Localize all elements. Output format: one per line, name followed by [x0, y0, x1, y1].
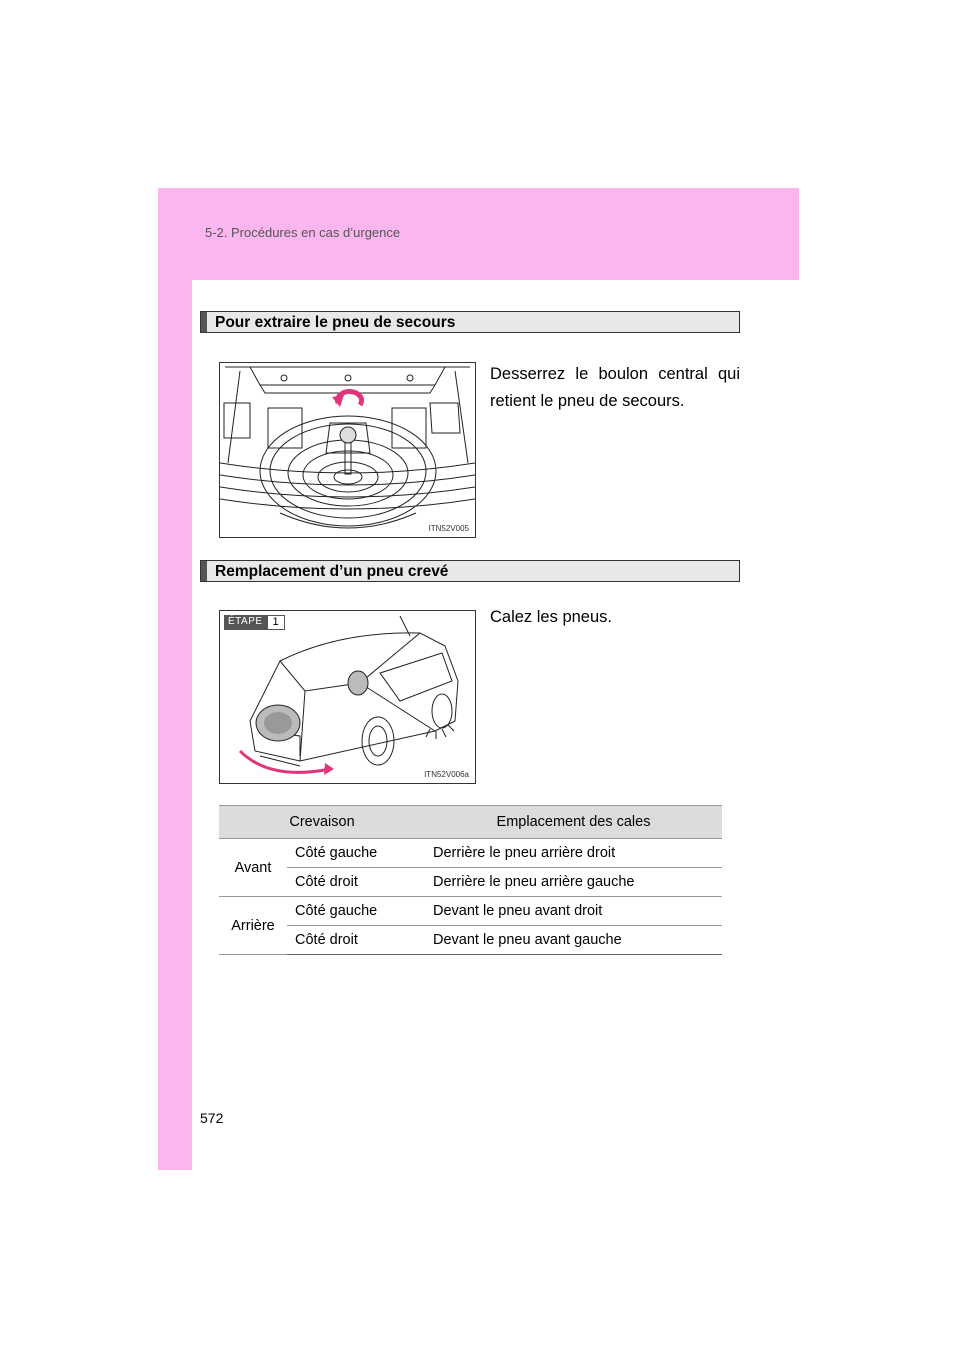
group-arriere: Arrière [219, 897, 287, 955]
cell-location: Derrière le pneu arrière gauche [425, 868, 722, 897]
heading-replace-tire [200, 560, 740, 582]
chock-location-table [219, 805, 722, 955]
header-emplacement: Emplacement des cales [425, 806, 722, 839]
step-label: ÉTAPE [224, 615, 267, 630]
cell-side: Côté droit [287, 926, 425, 955]
figure-code-1: ITN52V005 [428, 524, 469, 533]
cell-location: Devant le pneu avant droit [425, 897, 722, 926]
heading-extract-spare-text: Pour extraire le pneu de secours [215, 314, 456, 331]
table-row [219, 897, 722, 926]
side-band [158, 188, 192, 1170]
cell-location: Devant le pneu avant gauche [425, 926, 722, 955]
spare-tire-illustration [219, 362, 476, 538]
instruction-loosen-bolt: Desserrez le boulon central qui retient le pneu de secours. [490, 365, 740, 410]
table-row [219, 868, 722, 897]
cell-location: Derrière le pneu arrière droit [425, 839, 722, 868]
cell-side: Côté gauche [287, 839, 425, 868]
cell-side: Côté gauche [287, 897, 425, 926]
figure-code-2: ITN52V006a [424, 770, 469, 779]
step-badge [224, 615, 285, 630]
page-number: 572 [200, 1110, 224, 1126]
table-row [219, 839, 722, 868]
table-row [219, 926, 722, 955]
group-avant: Avant [219, 839, 287, 897]
cell-side: Côté droit [287, 868, 425, 897]
heading-replace-tire-text: Remplacement d’un pneu crevé [215, 563, 449, 580]
header-crevaison: Crevaison [219, 806, 425, 839]
step-number: 1 [267, 615, 285, 630]
section-label: 5-2. Procédures en cas d’urgence [205, 225, 401, 240]
instruction-chock-tires: Calez les pneus. [490, 608, 612, 626]
heading-extract-spare [200, 311, 740, 333]
spare-tire-drawing [220, 363, 475, 537]
car-chock-illustration [219, 610, 476, 784]
table-header-row [219, 806, 722, 839]
car-drawing [220, 611, 475, 783]
